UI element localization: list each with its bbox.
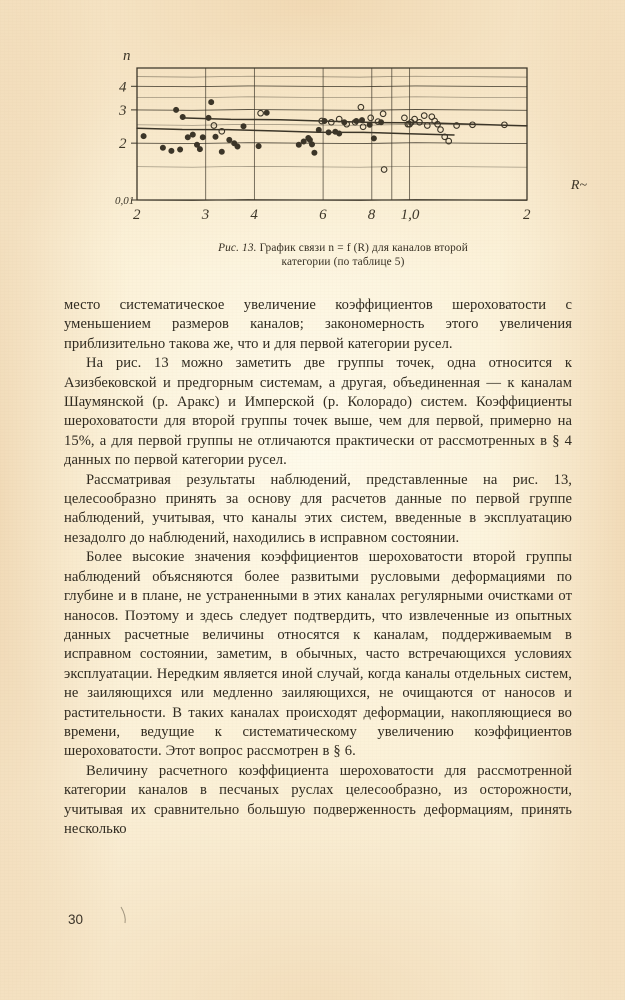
x-axis-tick-label: 6 xyxy=(319,207,327,223)
x-axis-tick-label: 4 xyxy=(250,207,258,223)
data-point-group1 xyxy=(241,124,246,129)
y-axis-title: n xyxy=(123,48,131,64)
y-axis-tick-label: 3 xyxy=(119,102,127,119)
paragraph-1: место систематическое увеличение коэффициентов шероховатости с уменьшением размеров каналов; закономерность этого увеличения приблизительно такова же, что и для первой категории русел. xyxy=(64,297,572,352)
data-point-group1 xyxy=(256,143,261,148)
x-axis-tick-label: 1,0 xyxy=(400,207,420,223)
data-point-group2 xyxy=(381,167,387,173)
data-point-group1 xyxy=(326,130,331,135)
paragraph-5: Величину расчетного коэффициента шероховатости для рассмотренной категории каналов в песчаных руслах целесообразно, из осторожности, учитывая их сравнительно большую подверженность деформациям, принять несколько xyxy=(64,762,572,837)
data-point-group1 xyxy=(219,149,224,154)
data-point-group2 xyxy=(211,123,217,129)
figure-caption-line2: категории (по таблице 5) xyxy=(281,256,405,268)
paragraph-4: Более высокие значения коэффициентов шероховатости второй группы наблюдений объясняются более развитыми русловыми деформациями по глубине и в плане, не устраненными в этих каналах регулярными очистками от наносов. Поэтому и здесь следует подтвердить, что извлеченные из опытных данных расчетные величины относятся к каналам, поддерживаемым в исправном состоянии, заметим, в обычных, часто встречающихся условиях эксплуатации. Нередким является иной случай, когда каналы отдельных систем, не заиляющихся или медленно заиляющихся, не очищаются от наносов и растительности. В таких каналах происходят деформации, накопляющиеся во времени, ведущие к систематическому увеличению коэффициентов шероховатости. Этот вопрос рассмотрен в § 6. xyxy=(64,549,572,760)
data-point-group1 xyxy=(197,146,202,151)
x-axis-tick-label: 8 xyxy=(367,207,376,223)
data-point-group2 xyxy=(402,115,408,121)
x-axis-tick-label: 2 xyxy=(523,207,531,223)
data-point-group1 xyxy=(227,137,232,142)
data-point-group1 xyxy=(206,115,211,120)
data-point-group1 xyxy=(209,99,214,104)
data-point-group1 xyxy=(235,144,240,149)
figure-caption xyxy=(128,241,558,269)
x-axis-tick-label: 2 xyxy=(133,207,141,223)
data-point-group1 xyxy=(312,150,317,155)
figure-caption-number: Рис. 13. xyxy=(218,242,257,254)
data-point-group2 xyxy=(380,111,386,117)
data-point-group1 xyxy=(309,142,314,147)
data-point-group1 xyxy=(200,135,205,140)
data-point-group1 xyxy=(213,134,218,139)
data-point-group2 xyxy=(360,124,366,130)
data-point-group1 xyxy=(367,122,372,127)
data-point-group2 xyxy=(368,115,374,121)
scatter-plot-n-vs-R xyxy=(115,60,555,235)
data-point-group2 xyxy=(421,113,427,119)
data-point-group2 xyxy=(329,120,335,126)
page-number: 30 xyxy=(68,912,84,927)
data-point-group2 xyxy=(438,127,444,133)
data-point-group1 xyxy=(296,142,301,147)
body-text-column xyxy=(64,296,572,839)
data-point-group1 xyxy=(316,127,321,132)
y-axis-tick-label: 4 xyxy=(119,79,127,96)
pen-stroke-mark xyxy=(120,906,130,924)
data-point-group2 xyxy=(358,104,364,110)
x-axis-title: R~ xyxy=(570,178,587,193)
y-axis-tick-label: 0,01 xyxy=(115,195,135,207)
data-point-group1 xyxy=(169,148,174,153)
data-point-group1 xyxy=(371,136,376,141)
data-point-group1 xyxy=(177,147,182,152)
paragraph-2: На рис. 13 можно заметить две группы точек, одна относится к Азизбековской и предгорным системам, а другая, объединенная — к каналам Шаумянской (р. Аракс) и Имперской (р. Колорадо) систем. Коэффициенты шероховатости для второй группы точек выше, чем для первой, примерно на 15%, а для первой группы не отличаются практически от рассмотренных в § 4 данных по первой категории русел. xyxy=(64,355,572,469)
y-axis-tick-label: 2 xyxy=(119,136,127,153)
data-point-group1 xyxy=(359,117,364,122)
data-point-group1 xyxy=(337,131,342,136)
data-point-group1 xyxy=(160,145,165,150)
data-point-group1 xyxy=(264,110,269,115)
data-point-group1 xyxy=(173,107,178,112)
data-point-group1 xyxy=(190,132,195,137)
chart-area xyxy=(115,48,587,235)
data-point-group1 xyxy=(180,114,185,119)
figure-caption-line1: График связи n = f (R) для каналов второй xyxy=(256,242,468,254)
data-point-group2 xyxy=(258,110,264,116)
x-axis-tick-label: 3 xyxy=(201,207,210,223)
figure-13 xyxy=(0,48,625,269)
data-point-group1 xyxy=(301,139,306,144)
paragraph-3: Рассматривая результаты наблюдений, представленные на рис. 13, целесообразно принять за основу для расчетов данные по первой группе наблюдений, учитывая, что каналы этих систем, введенные в эксплуатацию незадолго до наблюдений, находились в исправном состоянии. xyxy=(64,471,572,546)
data-point-group1 xyxy=(141,133,146,138)
data-point-group1 xyxy=(185,135,190,140)
